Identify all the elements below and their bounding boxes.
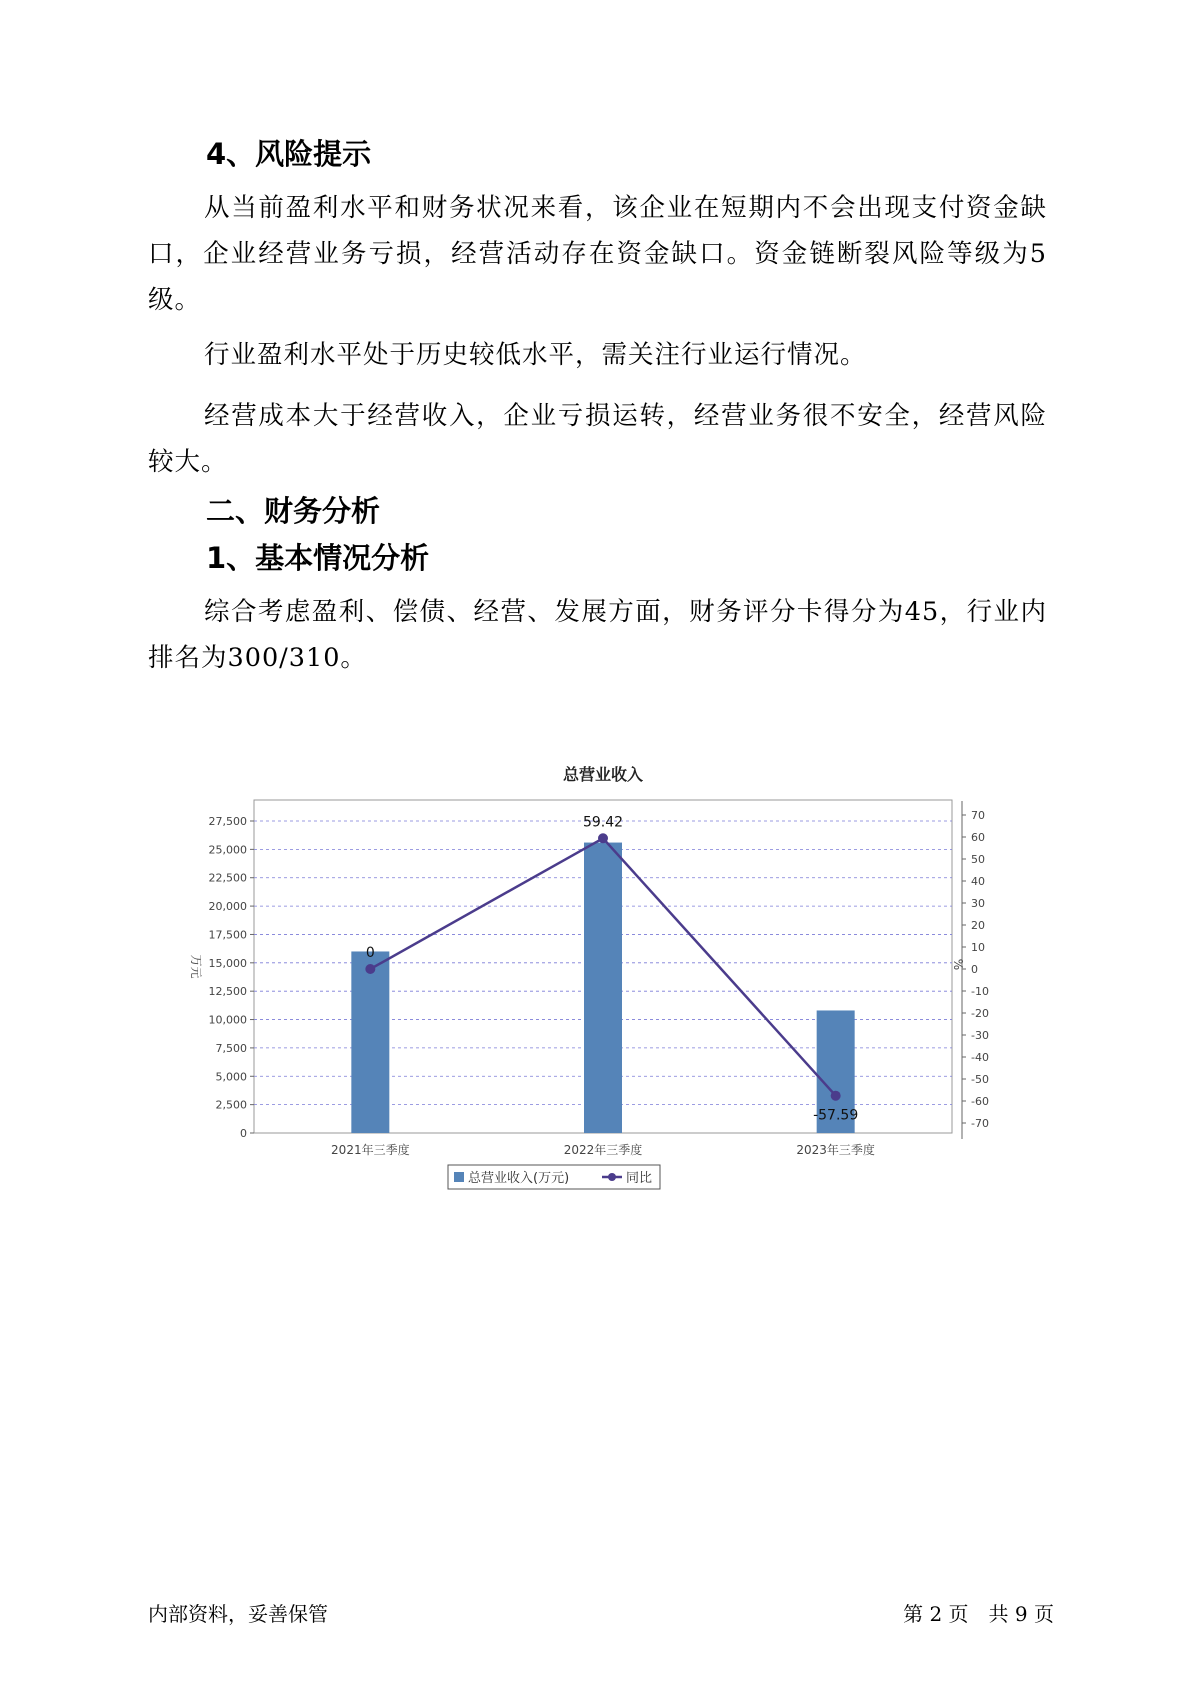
- y2-tick-label: 30: [971, 897, 985, 910]
- y-tick-label: 20,000: [208, 900, 247, 914]
- y2-tick-label: 50: [971, 853, 985, 866]
- y-tick-label: 7,500: [215, 1041, 247, 1055]
- footer-confidential: 内部资料，妥善保管: [148, 1602, 328, 1626]
- y-tick-label: 2,500: [215, 1098, 247, 1112]
- legend-line-label: 同比: [626, 1171, 653, 1186]
- y2-tick-label: 60: [971, 831, 985, 844]
- x-tick-label: 2023年三季度: [796, 1143, 875, 1157]
- y-tick-label: 17,500: [208, 928, 247, 942]
- risk-paragraph-2: 行业盈利水平处于历史较低水平，需关注行业运行情况。: [204, 340, 867, 370]
- yoy-point: [598, 833, 608, 843]
- y2-tick-label: -20: [971, 1007, 989, 1020]
- y2-tick-label: -10: [971, 985, 989, 998]
- y-tick-label: 15,000: [208, 956, 247, 970]
- risk-heading: 4、风险提示: [206, 137, 372, 171]
- bar: [584, 843, 622, 1133]
- y-tick-label: 27,500: [208, 815, 247, 828]
- basic-analysis-heading: 1、基本情况分析: [206, 541, 430, 575]
- x-tick-label: 2022年三季度: [563, 1143, 643, 1157]
- risk-paragraph-1: 从当前盈利水平和财务状况来看，该企业在短期内不会出现支付资金缺口，企业经营业务亏损，经营活动存在资金缺口。资金链断裂风险等级为5级。: [148, 193, 1047, 315]
- yoy-point: [365, 964, 375, 974]
- basic-analysis-paragraph: 综合考虑盈利、偿债、经营、发展方面，财务评分卡得分为45，行业内排名为300/310。: [148, 597, 1047, 673]
- y2-tick-label: -50: [971, 1073, 989, 1086]
- yoy-data-label: 59.42: [582, 814, 624, 831]
- yoy-point: [831, 1091, 841, 1101]
- x-tick-label: 2021年三季度: [331, 1143, 410, 1157]
- legend-bar-swatch: [454, 1172, 464, 1182]
- revenue-chart-svg: [180, 755, 1020, 1215]
- chart-title: 总营业收入: [562, 765, 644, 784]
- y2-tick-label: 40: [971, 875, 985, 888]
- y-tick-label: 25,000: [208, 843, 247, 857]
- y-tick-label: 12,500: [208, 985, 247, 999]
- y-tick-label: 10,000: [208, 1013, 247, 1027]
- legend-bar-label: 总营业收入(万元): [468, 1171, 570, 1186]
- y2-tick-label: -30: [971, 1029, 989, 1042]
- yoy-data-label: -57.59: [813, 1107, 859, 1124]
- y2-tick-label: 70: [971, 809, 985, 822]
- y-tick-label: 0: [240, 1127, 247, 1140]
- legend-line-marker: [608, 1173, 616, 1181]
- revenue-chart: [180, 755, 1020, 1215]
- y2-tick-label: -40: [971, 1051, 989, 1064]
- y-axis-label: 万元: [189, 954, 203, 979]
- y2-tick-label: -70: [971, 1117, 989, 1130]
- y2-tick-label: 10: [971, 941, 985, 954]
- y2-tick-label: 20: [971, 919, 985, 932]
- y-tick-label: 5,000: [215, 1070, 247, 1084]
- y2-tick-label: -60: [971, 1095, 989, 1108]
- finance-heading: 二、财务分析: [206, 494, 381, 528]
- y2-tick-label: 0: [971, 963, 978, 976]
- footer-page-number: 第 2 页 共 9 页: [903, 1602, 1054, 1626]
- risk-paragraph-3: 经营成本大于经营收入，企业亏损运转，经营业务很不安全，经营风险较大。: [148, 401, 1047, 477]
- y2-axis-label: %: [951, 958, 965, 971]
- y-tick-label: 22,500: [208, 871, 247, 885]
- bar: [351, 951, 389, 1133]
- yoy-data-label: 0: [365, 945, 375, 961]
